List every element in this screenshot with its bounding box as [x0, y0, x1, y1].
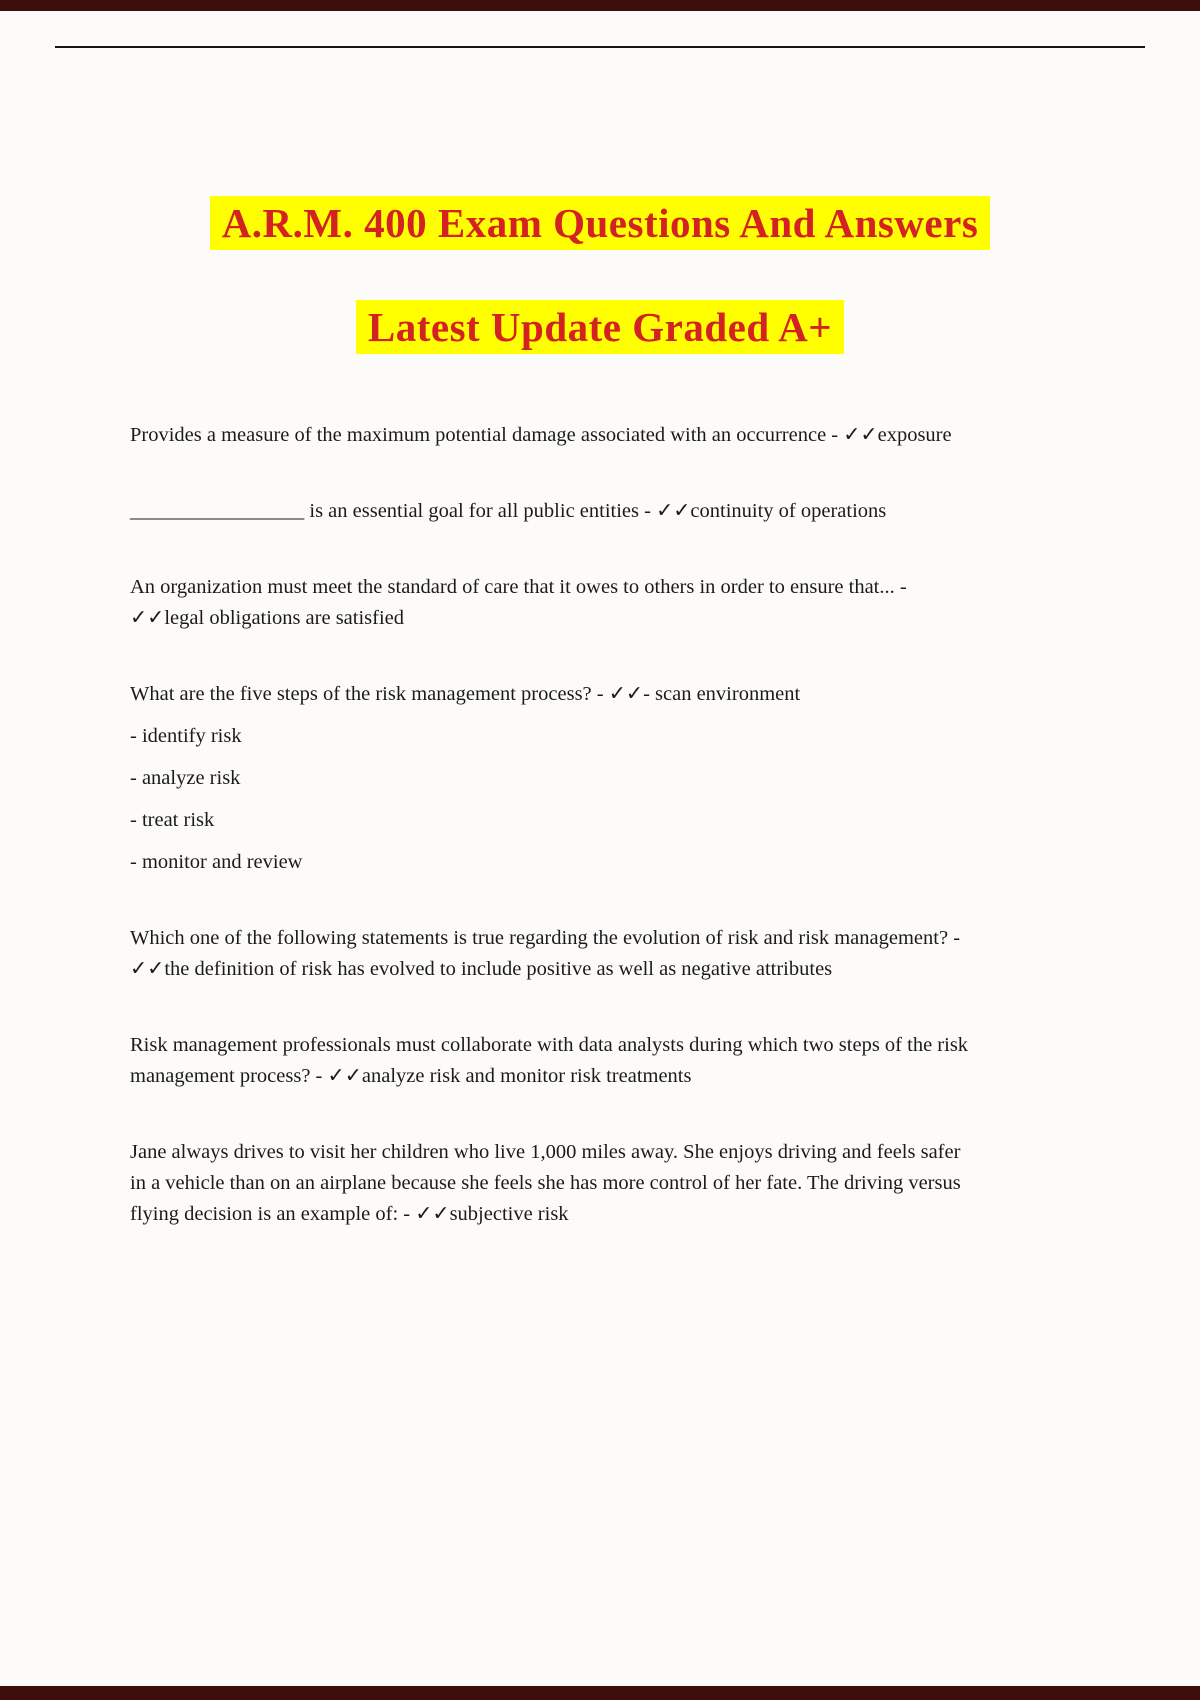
qa-list-item: - identify risk — [130, 725, 242, 747]
qa-item — [130, 496, 975, 527]
qa-list-item: - monitor and review — [130, 851, 303, 873]
header-rule — [55, 46, 1145, 48]
qa-item — [130, 420, 975, 451]
qa-text: What are the five steps of the risk management process? - ✓✓- scan environment — [130, 683, 801, 705]
document-title-line-2: Latest Update Graded A+ — [356, 300, 844, 354]
qa-item — [130, 923, 975, 985]
title-spacer — [0, 250, 1200, 300]
document-title-line-1: A.R.M. 400 Exam Questions And Answers — [210, 196, 991, 250]
bottom-border-bar — [0, 1686, 1200, 1700]
qa-text: _________________ is an essential goal for all public entities - ✓✓continuity of operations — [130, 500, 887, 522]
top-border-bar — [0, 0, 1200, 11]
qa-text: Which one of the following statements is true regarding the evolution of risk and risk management? - ✓✓the definition of risk has evolved to include positive as well as negative attributes — [130, 927, 961, 980]
qa-text: An organization must meet the standard of care that it owes to others in order to ensure that... - ✓✓legal obligations are satisfied — [130, 576, 907, 629]
qa-text: Risk management professionals must collaborate with data analysts during which two steps of the risk management process? - ✓✓analyze risk and monitor risk treatments — [130, 1034, 969, 1087]
qa-list-item: - analyze risk — [130, 767, 241, 789]
qa-text: Provides a measure of the maximum potential damage associated with an occurrence - ✓✓exposure — [130, 424, 952, 446]
qa-text: Jane always drives to visit her children who live 1,000 miles away. She enjoys driving and feels safer in a vehicle than on an airplane because she feels she has more control of her fate. The driving versus flying decision is an example of: - ✓✓subjective risk — [130, 1141, 961, 1225]
qa-content — [130, 420, 975, 1230]
qa-item — [130, 679, 975, 878]
title-section — [0, 0, 1200, 354]
qa-item — [130, 1030, 975, 1092]
qa-list-item: - treat risk — [130, 809, 215, 831]
qa-item — [130, 1137, 975, 1230]
qa-item — [130, 572, 975, 634]
